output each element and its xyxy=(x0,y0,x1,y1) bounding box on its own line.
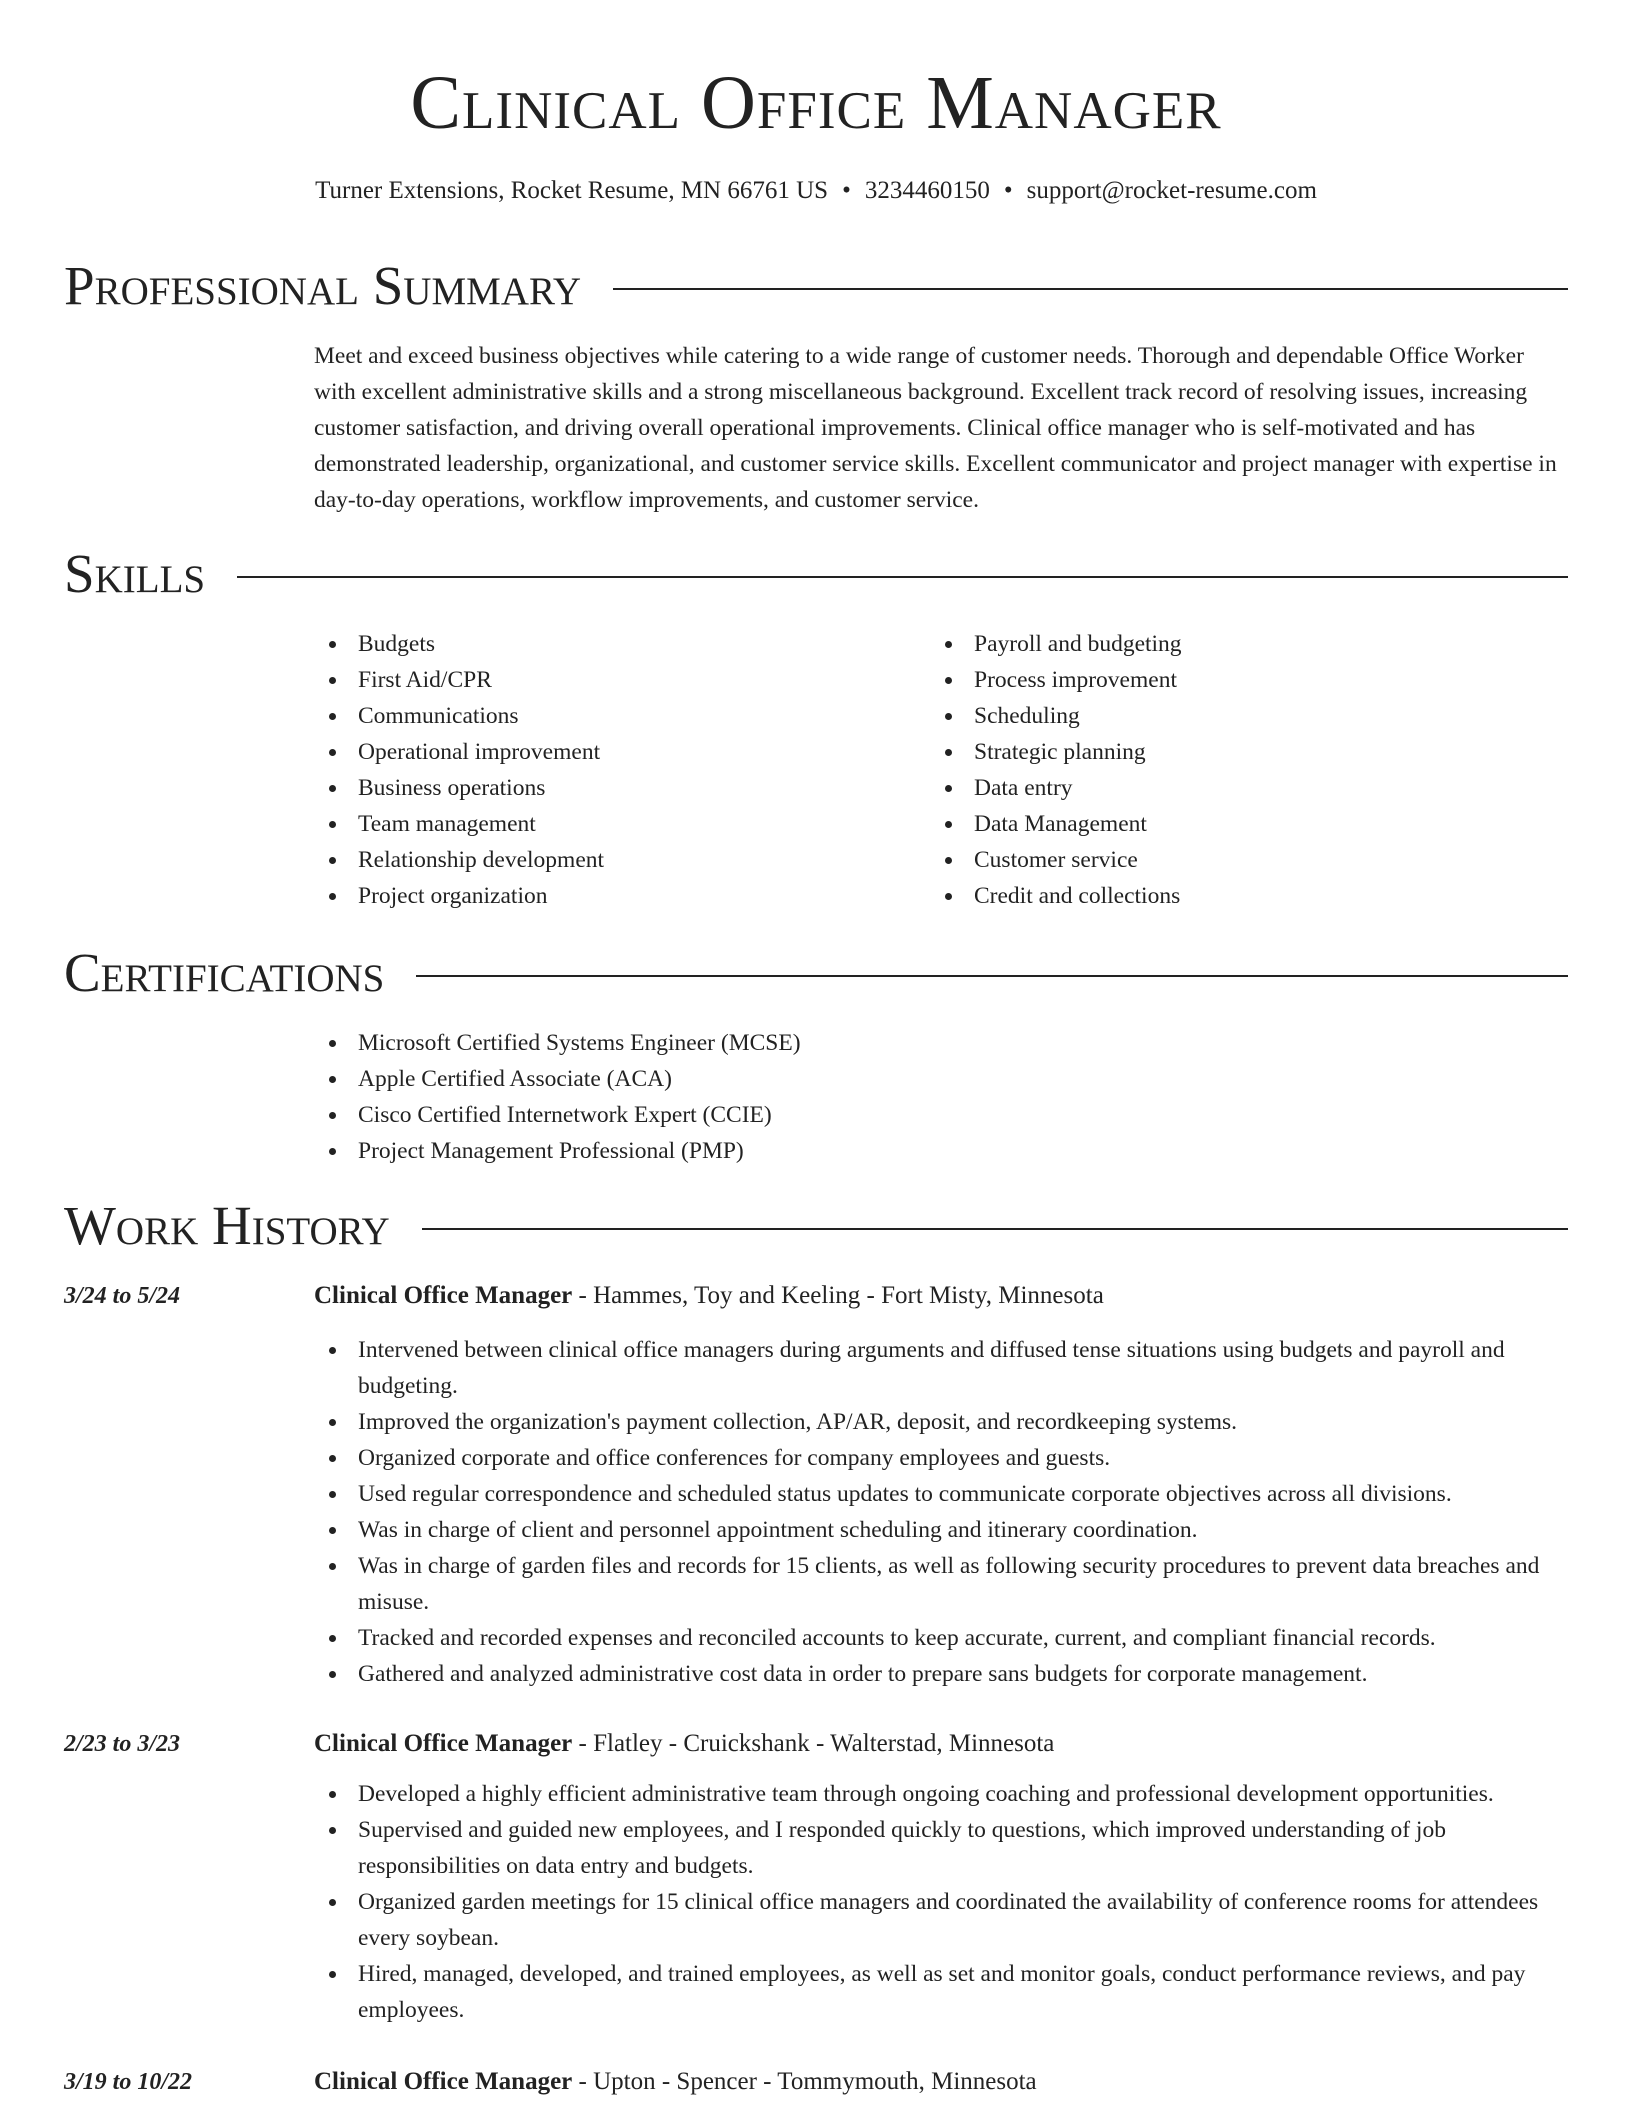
section-divider xyxy=(237,576,1568,578)
duty-item: Gathered and analyzed administrative cost data in order to prepare sans budgets for corporate management. xyxy=(314,1656,1584,1692)
skills-list-right xyxy=(930,626,1530,914)
job-duties xyxy=(314,1776,1584,2028)
contact-email: support@rocket-resume.com xyxy=(1026,177,1317,204)
skills-list-left xyxy=(314,626,914,914)
contact-phone: 3234460150 xyxy=(864,177,990,204)
job-employer: - Flatley - Cruickshank - Walterstad, Minnesota xyxy=(572,1730,1055,1757)
contact-separator: • xyxy=(1003,177,1013,204)
skill-item: Data entry xyxy=(930,770,1530,806)
skill-item: Data Management xyxy=(930,806,1530,842)
job-dates: 3/19 to 10/22 xyxy=(64,2069,193,2095)
skill-item: Process improvement xyxy=(930,662,1530,698)
skill-item: First Aid/CPR xyxy=(314,662,914,698)
duty-item: Developed a highly efficient administrative team through ongoing coaching and professional development opportunities. xyxy=(314,1776,1584,1812)
certifications-heading: Certifications xyxy=(64,942,385,1003)
skills-heading: Skills xyxy=(64,543,206,604)
skill-item: Budgets xyxy=(314,626,914,662)
contact-line xyxy=(0,173,1632,209)
job-heading xyxy=(314,2064,1037,2100)
skill-item: Customer service xyxy=(930,842,1530,878)
duty-item: Organized corporate and office conferences for company employees and guests. xyxy=(314,1440,1584,1476)
job-employer: - Hammes, Toy and Keeling - Fort Misty, Minnesota xyxy=(572,1282,1104,1309)
duty-item: Improved the organization's payment collection, AP/AR, deposit, and recordkeeping systems. xyxy=(314,1404,1584,1440)
work-history-heading: Work History xyxy=(64,1195,390,1256)
skill-item: Project organization xyxy=(314,878,914,914)
skill-item: Operational improvement xyxy=(314,734,914,770)
contact-separator: • xyxy=(842,177,851,204)
duty-item: Hired, managed, developed, and trained employees, as well as set and monitor goals, conduct performance reviews, and pay employees. xyxy=(314,1956,1584,2028)
resume-name: Clinical Office Manager xyxy=(410,61,1222,145)
section-divider xyxy=(613,288,1568,290)
skill-item: Team management xyxy=(314,806,914,842)
duty-item: Was in charge of client and personnel appointment scheduling and itinerary coordination. xyxy=(314,1512,1584,1548)
job-duties xyxy=(314,1332,1584,1692)
duty-item: Used regular correspondence and scheduled status updates to communicate corporate objectives across all divisions. xyxy=(314,1476,1584,1512)
job-heading xyxy=(314,1278,1104,1314)
job-title: Clinical Office Manager xyxy=(314,1282,573,1309)
certification-item: Apple Certified Associate (ACA) xyxy=(314,1061,1568,1097)
job-employer: - Upton - Spencer - Tommymouth, Minnesota xyxy=(572,2068,1037,2095)
skill-item: Relationship development xyxy=(314,842,914,878)
duty-item: Tracked and recorded expenses and reconciled accounts to keep accurate, current, and compliant financial records. xyxy=(314,1620,1584,1656)
work-history-section-header xyxy=(64,1194,1568,1258)
certification-item: Cisco Certified Internetwork Expert (CCIE) xyxy=(314,1097,1568,1133)
summary-heading: Professional Summary xyxy=(64,255,582,316)
duty-item: Was in charge of garden files and records for 15 clients, as well as following security procedures to prevent data breaches and misuse. xyxy=(314,1548,1584,1620)
duty-item: Intervened between clinical office managers during arguments and diffused tense situations using budgets and payroll and budgeting. xyxy=(314,1332,1584,1404)
job-dates: 3/24 to 5/24 xyxy=(64,1283,181,1309)
job-title: Clinical Office Manager xyxy=(314,1730,573,1757)
summary-text: Meet and exceed business objectives while catering to a wide range of customer needs. Thorough and dependable Office Worker with excellent administrative skills and a strong miscellaneous background. Excellent track record of resolving issues, increasing customer satisfaction, and driving overall operational improvements. Clinical office manager who is self-motivated and has demonstrated leadership, organizational, and customer service skills. Excellent communicator and project manager with expertise in day-to-day operations, workflow improvements, and customer service. xyxy=(314,343,1557,513)
skill-item: Communications xyxy=(314,698,914,734)
section-divider xyxy=(422,1228,1568,1230)
summary-section-header xyxy=(64,254,1568,318)
contact-address: Turner Extensions, Rocket Resume, MN 66761 US xyxy=(315,177,829,204)
section-divider xyxy=(416,975,1568,977)
skill-item: Business operations xyxy=(314,770,914,806)
skill-item: Scheduling xyxy=(930,698,1530,734)
skill-item: Payroll and budgeting xyxy=(930,626,1530,662)
duty-item: Supervised and guided new employees, and I responded quickly to questions, which improved understanding of job responsibilities on data entry and budgets. xyxy=(314,1812,1584,1884)
skill-item: Strategic planning xyxy=(930,734,1530,770)
job-title: Clinical Office Manager xyxy=(314,2068,573,2095)
job-dates: 2/23 to 3/23 xyxy=(64,1731,181,1757)
job-heading xyxy=(314,1726,1054,1762)
certifications-section-header xyxy=(64,941,1568,1005)
certification-item: Microsoft Certified Systems Engineer (MCSE) xyxy=(314,1025,1568,1061)
certification-item: Project Management Professional (PMP) xyxy=(314,1133,1568,1169)
certifications-list xyxy=(314,1025,1568,1169)
skills-section-header xyxy=(64,542,1568,606)
skill-item: Credit and collections xyxy=(930,878,1530,914)
duty-item: Organized garden meetings for 15 clinical office managers and coordinated the availability of conference rooms for attendees every soybean. xyxy=(314,1884,1584,1956)
